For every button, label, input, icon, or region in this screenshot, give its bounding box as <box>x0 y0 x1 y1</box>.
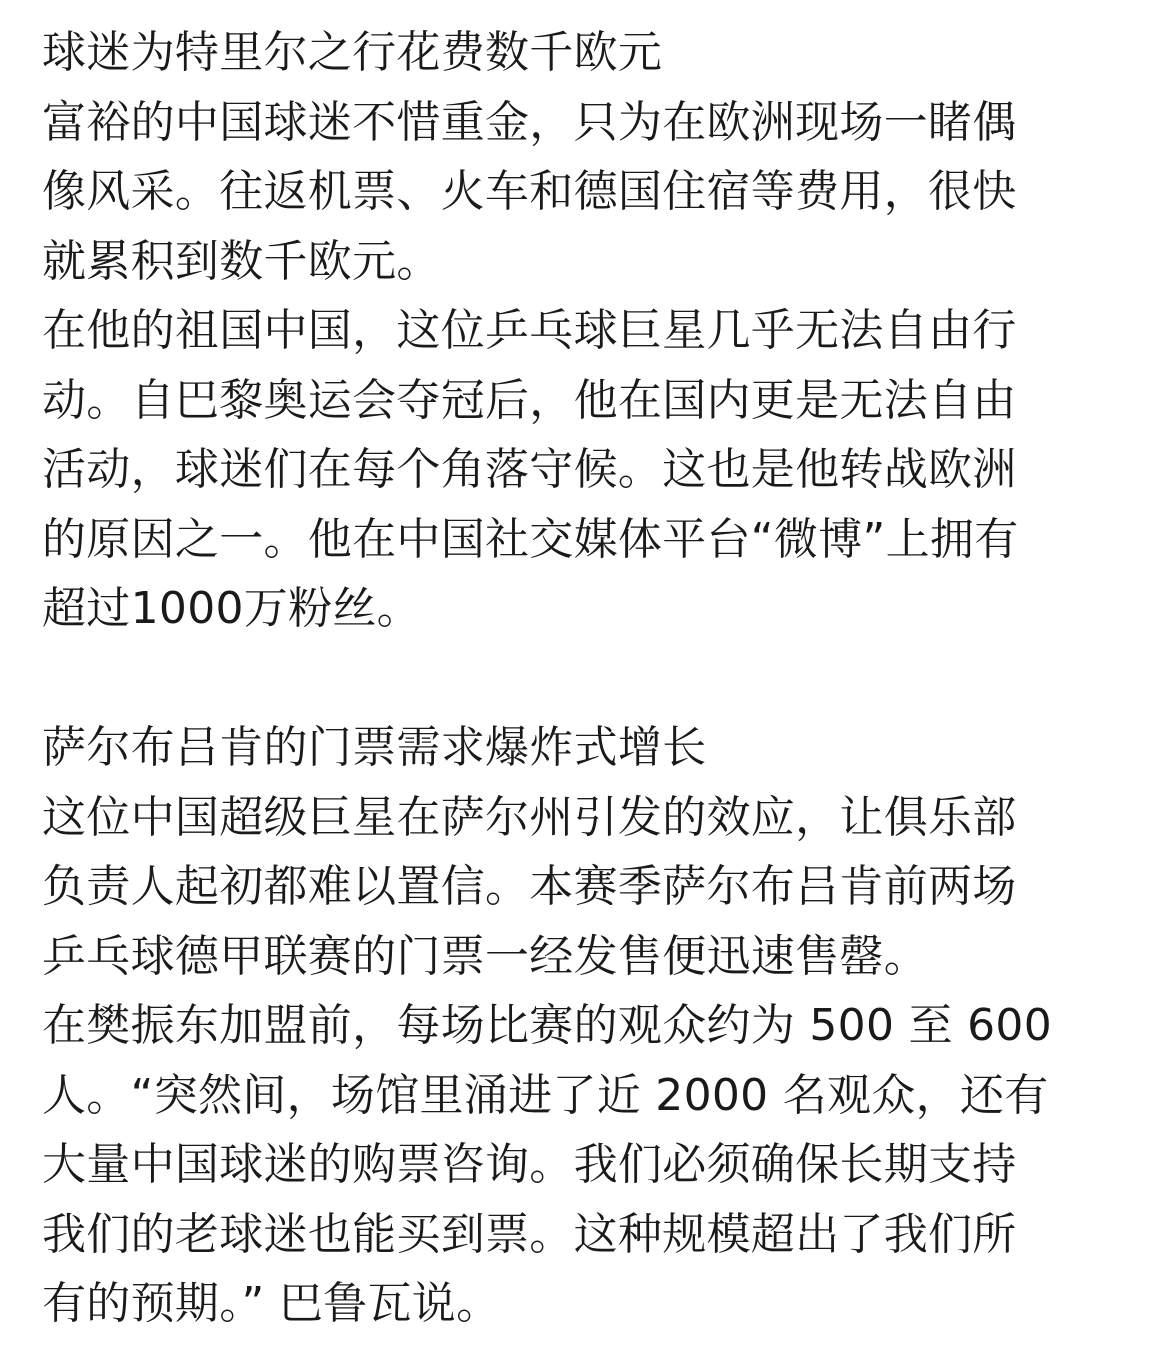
paragraph-line: 人。“突然间，场馆里涌进了近 2000 名观众，还有 <box>42 1069 1049 1121</box>
paragraph-line: 的原因之一。他在中国社交媒体平台“微博”上拥有 <box>42 513 1019 565</box>
paragraph-line: 在他的祖国中国，这位乒乓球巨星几乎无法自由行 <box>42 305 1017 356</box>
section-title: 球迷为特里尔之行花费数千欧元 <box>42 27 663 78</box>
paragraph-line: 负责人起初都难以置信。本赛季萨尔布吕肯前两场 <box>42 861 1017 912</box>
paragraph-line: 富裕的中国球迷不惜重金，只为在欧洲现场一睹偶 <box>42 96 1017 148</box>
paragraph-line: 动。自巴黎奥运会夺冠后，他在国内更是无法自由 <box>42 374 1017 426</box>
paragraph-line: 就累积到数千欧元。 <box>42 235 441 287</box>
paragraph-line: 活动，球迷们在每个角落守候。这也是他转战欧洲 <box>42 444 1017 495</box>
paragraph-line: 超过1000万粉丝。 <box>42 583 421 634</box>
paragraph-line: 有的预期。” 巴鲁瓦说。 <box>42 1278 501 1329</box>
paragraph-line: 这位中国超级巨星在萨尔州引发的效应，让俱乐部 <box>42 791 1017 843</box>
article-body <box>42 18 1142 1339</box>
paragraph-line: 像风采。往返机票、火车和德国住宿等费用，很快 <box>42 166 1017 217</box>
section-spacer <box>42 644 1142 714</box>
paragraph-line: 在樊振东加盟前，每场比赛的观众约为 500 至 600 <box>42 1000 1053 1051</box>
paragraph-line: 大量中国球迷的购票咨询。我们必须确保长期支持 <box>42 1139 1017 1190</box>
paragraph-line: 乒乓球德甲联赛的门票一经发售便迅速售罄。 <box>42 930 928 982</box>
section-title: 萨尔布吕肯的门票需求爆炸式增长 <box>42 722 707 773</box>
paragraph-line: 我们的老球迷也能买到票。这种规模超出了我们所 <box>42 1208 1017 1260</box>
